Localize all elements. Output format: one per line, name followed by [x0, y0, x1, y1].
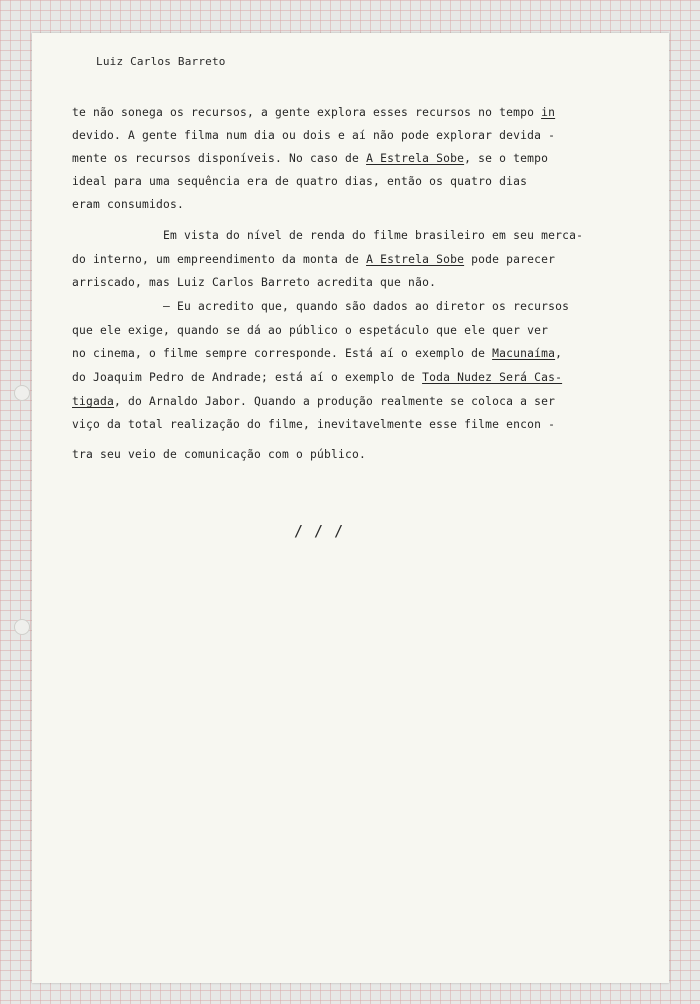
text-segment: , do Arnaldo Jabor. Quando a produção realmente se coloca a ser	[114, 395, 556, 408]
underlined-title: A Estrela Sobe	[366, 152, 465, 165]
text-segment: pode parecer	[464, 253, 556, 266]
underlined-title: Toda Nudez Será Cas-	[422, 371, 563, 384]
text-line	[72, 348, 562, 359]
text-line	[72, 277, 436, 288]
text-line	[163, 301, 569, 312]
text-segment: que ele exige, quando se dá ao público o espetáculo que ele quer ver	[72, 324, 549, 337]
text-line	[72, 419, 555, 430]
underlined-title: Macunaíma	[492, 347, 556, 360]
text-segment: do Joaquim Pedro de Andrade; está aí o exemplo de	[72, 371, 423, 384]
text-segment: no cinema, o filme sempre corresponde. Está aí o exemplo de	[72, 347, 493, 360]
text-segment: Em vista do nível de renda do filme brasileiro em seu merca-	[163, 229, 584, 242]
text-segment: eram consumidos.	[72, 198, 185, 211]
text-line	[72, 107, 555, 118]
text-segment: mente os recursos disponíveis. No caso de	[72, 152, 367, 165]
underlined-title: tigada	[72, 395, 115, 408]
text-line	[72, 130, 555, 141]
text-line	[72, 372, 562, 383]
text-line	[163, 230, 583, 241]
typed-page	[32, 33, 669, 983]
text-segment: ,	[555, 347, 563, 360]
text-line	[72, 325, 548, 336]
page-header-author: Luiz Carlos Barreto	[96, 55, 226, 68]
punch-hole	[14, 619, 30, 635]
text-segment: ideal para uma sequência era de quatro dias, então os quatro dias	[72, 175, 528, 188]
underlined-title: in	[541, 106, 556, 119]
text-line	[72, 449, 366, 460]
underlined-title: A Estrela Sobe	[366, 253, 465, 266]
sign-off-marks: / / /	[294, 522, 345, 540]
text-segment: , se o tempo	[464, 152, 549, 165]
text-line	[72, 199, 184, 210]
punch-hole	[14, 385, 30, 401]
text-line	[72, 176, 527, 187]
text-segment: do interno, um empreendimento da monta de	[72, 253, 367, 266]
text-line	[72, 153, 548, 164]
text-segment: arriscado, mas Luiz Carlos Barreto acredita que não.	[72, 276, 437, 289]
text-segment: viço da total realização do filme, inevitavelmente esse filme encon -	[72, 418, 556, 431]
text-line	[72, 396, 555, 407]
text-segment: te não sonega os recursos, a gente explora esses recursos no tempo	[72, 106, 542, 119]
text-segment: devido. A gente filma num dia ou dois e aí não pode explorar devida -	[72, 129, 556, 142]
text-line	[72, 254, 555, 265]
text-segment: tra seu veio de comunicação com o público.	[72, 448, 367, 461]
text-segment: — Eu acredito que, quando são dados ao diretor os recursos	[163, 300, 570, 313]
